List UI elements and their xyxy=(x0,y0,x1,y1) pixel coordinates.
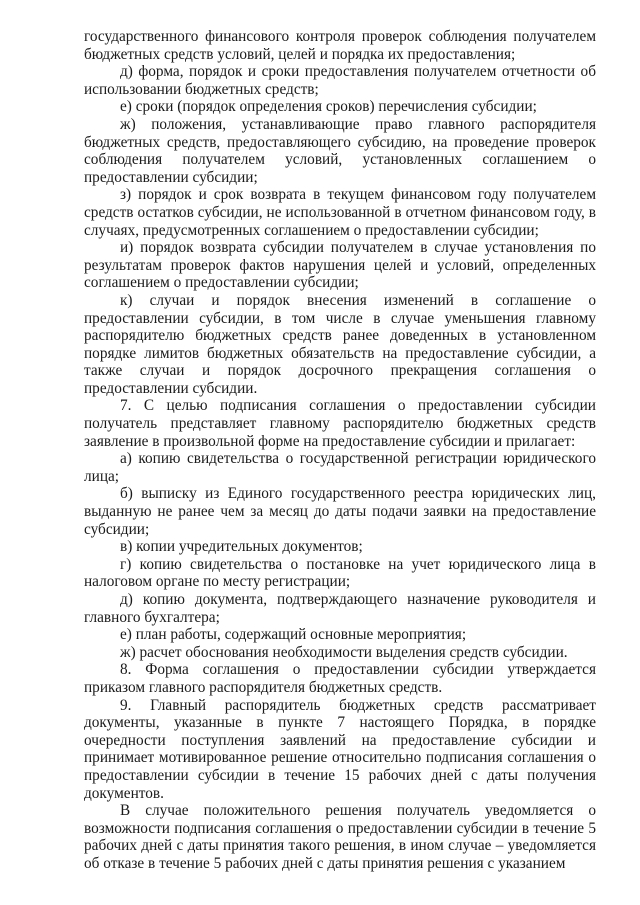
paragraph-item-i-return-violations: и) порядок возврата субсидии получателем в случае установления по результатам проверок фактов нарушения целей и условий, определенных соглашением о предоставлении субсидии; xyxy=(84,239,596,292)
paragraph-item-e-terms: е) сроки (порядок определения сроков) перечисления субсидии; xyxy=(120,98,537,116)
paragraph-section-7: 7. С целью подписания соглашения о предоставлении субсидии получатель представляет главному распорядителю бюджетных средств заявление в произвольной форме на предоставление субсидии и прилагает: xyxy=(84,397,596,450)
paragraph-item-d-reporting: д) форма, порядок и сроки предоставления получателем отчетности об использовании бюджетных средств; xyxy=(84,63,596,98)
paragraph-item-k-amendments: к) случаи и порядок внесения изменений в соглашение о предоставлении субсидии, в том числе в случае уменьшения главному распорядителю бюджетных средств ранее доведенных в установленном порядке лимитов бюджетных обязательств на предоставление субсидии, а также случаи и порядок досрочного прекращения соглашения о предоставлении субсидии. xyxy=(84,291,596,397)
paragraph-continuation: государственного финансового контроля проверок соблюдения получателем бюджетных средств условий, целей и порядка их предоставления; xyxy=(84,28,596,63)
paragraph-item-b-registry-extract: б) выписку из Единого государственного реестра юридических лиц, выданную не ранее чем за месяц до даты подачи заявки на предоставление субсидии; xyxy=(84,485,596,538)
paragraph-item-zh-inspections: ж) положения, устанавливающие право главного распорядителя бюджетных средств, предоставляющего субсидию, на проведение проверок соблюдения получателем условий, установленных соглашением о предоставлении субсидии; xyxy=(84,115,596,186)
paragraph-decision-notice: В случае положительного решения получатель уведомляется о возможности подписания соглашения о предоставлении субсидии в течение 5 рабочих дней с даты принятия такого решения, в ином случае – уведомляется об отказе в течение 5 рабочих дней с даты принятия решения с указанием xyxy=(84,802,596,872)
paragraph-item-z-return-remainder: з) порядок и срок возврата в текущем финансовом году получателем средств остатков субсидии, не использованной в отчетном финансовом году, в случаях, предусмотренных соглашением о предоставлении субсидии; xyxy=(84,186,596,239)
document-page xyxy=(84,28,596,873)
paragraph-item-a-registration-copy: а) копию свидетельства о государственной регистрации юридического лица; xyxy=(84,450,596,485)
paragraph-item-g-tax-registration: г) копию свидетельства о постановке на учет юридического лица в налоговом органе по месту регистрации; xyxy=(84,555,596,591)
paragraph-item-e-work-plan: е) план работы, содержащий основные мероприятия; xyxy=(120,626,467,644)
paragraph-item-d-appointment: д) копию документа, подтверждающего назначение руководителя и главного бухгалтера; xyxy=(84,591,596,626)
paragraph-section-9: 9. Главный распорядитель бюджетных средств рассматривает документы, указанные в пункте 7 настоящего Порядка, в порядке очередности поступления заявлений на предоставление субсидии и принимает мотивированное решение относительно подписания соглашения о предоставлении субсидии в течение 15 рабочих дней с даты получения документов. xyxy=(84,696,596,802)
paragraph-item-v-founding-docs: в) копии учредительных документов; xyxy=(120,538,363,556)
paragraph-section-8: 8. Форма соглашения о предоставлении субсидии утверждается приказом главного распорядителя бюджетных средств. xyxy=(84,661,596,696)
paragraph-item-zh-justification: ж) расчет обоснования необходимости выделения средств субсидии. xyxy=(120,643,568,661)
